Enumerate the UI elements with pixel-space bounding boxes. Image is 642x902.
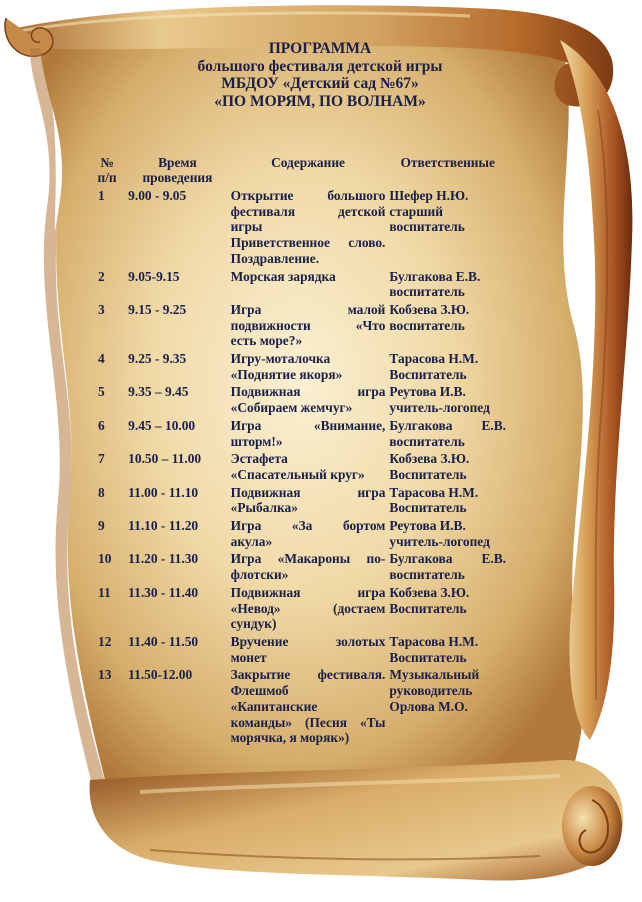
title-line-theme: «ПО МОРЯМ, ПО ВОЛНАМ» [214,92,426,110]
row-responsible-line: Кобзева З.Ю. [389,584,470,600]
row-time: 9.25 - 9.35 [128,351,187,367]
row-responsible-line: Реутова И.В. [389,384,466,400]
row-responsible-line: воспитатель [389,284,465,300]
row-content [229,666,388,747]
row-content-line: морячка, я моряк») [230,730,350,746]
row-content-line: Игра «Макароны по- [230,551,386,567]
row-content-line: сундук) [230,616,277,632]
program-table [88,156,508,747]
row-responsible-line: Воспитатель [389,366,467,382]
row-number: 10 [98,551,112,567]
row-content-line: Игра малой [230,301,386,317]
row-responsible-line: Воспитатель [389,466,467,482]
title-line-festival: большого фестиваля детской игры [197,57,443,75]
row-content-line: Вручение золотых [230,633,386,649]
row-content-line: Игру-моталочка [230,351,331,367]
row-content-line: монет [230,649,267,665]
row-responsible-line: Воспитатель [389,649,467,665]
row-content [229,187,388,268]
row-responsible-line: Тарасова Н.М. [389,351,479,367]
row-content-line: Закрытие фестиваля. [230,667,386,683]
row-number: 9 [98,518,105,534]
row-content-line: Поздравление. [230,250,320,266]
row-number: 6 [98,417,105,433]
row-content-line: Флешмоб [230,683,289,699]
row-responsible [387,301,508,350]
header-number [88,156,126,187]
row-responsible [387,584,508,633]
row-responsible-line: Реутова И.В. [389,518,466,534]
row-content-line: «Поднятие якоря» [230,366,343,382]
row-responsible-line: воспитатель [389,433,465,449]
table-row [88,633,508,666]
row-content-line: «Капитанские [230,698,318,714]
row-responsible-line: воспитатель [389,317,465,333]
row-content-line: фестиваля детской [230,203,386,219]
row-responsible-line: Воспитатель [389,500,467,516]
row-number: 11 [98,584,111,600]
row-responsible [387,666,508,747]
row-time: 9.00 - 9.05 [128,188,187,203]
row-number: 4 [98,351,105,367]
row-responsible-line: Музыкальный [389,667,480,683]
row-responsible-line: учитель-логопед [389,400,490,416]
row-content-line: Подвижная игра [230,584,386,600]
row-responsible-line: Воспитатель [389,600,467,616]
row-content-line: Эстафета [230,451,288,467]
row-responsible [387,417,508,450]
row-responsible-line: Булгакова Е.В. [389,417,506,433]
table-row [88,666,508,747]
header-number-line2: п/п [97,169,117,185]
row-time: 9.15 - 9.25 [128,301,187,317]
row-responsible [387,517,508,550]
table-row [88,350,508,383]
title-line-program: ПРОГРАММА [268,40,372,57]
row-content-line: подвижности «Что [230,317,386,333]
row-responsible-line: воспитатель [389,219,465,235]
row-responsible-line: учитель-логопед [389,533,490,549]
row-number: 12 [98,633,112,649]
row-content-line: Игра «Внимание, [230,417,386,433]
row-time: 11.40 - 11.50 [128,633,199,649]
row-responsible-line: старший [389,203,443,219]
row-number: 8 [98,484,105,500]
table-header-row [88,156,508,187]
row-time: 11.00 - 11.10 [128,484,199,500]
row-responsible [387,383,508,416]
row-content-line: акула» [230,533,273,549]
row-content [229,517,388,550]
row-time: 9.05-9.15 [128,268,180,284]
row-content [229,450,388,483]
row-time: 9.45 – 10.00 [128,417,196,433]
row-time: 11.10 - 11.20 [128,518,199,534]
table-row [88,187,508,268]
table-row [88,450,508,483]
row-responsible-line: руководитель [389,683,473,699]
row-responsible-line: Тарасова Н.М. [389,484,479,500]
table-row [88,550,508,583]
row-content-line: шторм!» [230,433,283,449]
row-content-line: флотски» [230,567,289,583]
row-responsible [387,187,508,268]
row-content-line: Подвижная игра [230,484,386,500]
row-content [229,550,388,583]
row-content-line: Подвижная игра [230,384,386,400]
row-content-line: команды» (Песня «Ты [230,714,386,730]
row-time: 11.50-12.00 [128,667,193,683]
row-responsible [387,633,508,666]
row-responsible [387,350,508,383]
program-title [150,40,490,110]
row-content [229,584,388,633]
row-responsible-line: Тарасова Н.М. [389,633,479,649]
row-time: 10.50 – 11.00 [128,451,202,467]
table-row [88,383,508,416]
row-responsible-line: Булгакова Е.В. [389,268,481,284]
row-content-line: Игра «За бортом [230,518,386,534]
table-row [88,417,508,450]
table-row [88,484,508,517]
row-content [229,350,388,383]
row-number: 5 [98,384,105,400]
row-responsible-line: Кобзева З.Ю. [389,451,470,467]
row-content [229,633,388,666]
row-time: 11.20 - 11.30 [128,551,199,567]
row-content-line: «Спасательный круг» [230,466,365,482]
row-content [229,484,388,517]
table-row [88,268,508,301]
header-time-line2: проведения [142,169,213,185]
row-content [229,383,388,416]
header-number-line1: № [100,155,114,170]
row-responsible-line: Булгакова Е.В. [389,551,506,567]
row-responsible [387,450,508,483]
table-body [88,187,508,747]
header-responsible: Ответственные [400,155,495,170]
row-responsible [387,484,508,517]
header-content: Содержание [271,155,345,170]
row-responsible-line: воспитатель [389,567,465,583]
row-number: 13 [98,667,112,683]
row-number: 3 [98,301,105,317]
table-row [88,301,508,350]
row-content-line: есть море?» [230,333,303,349]
row-number: 2 [98,268,105,284]
row-number: 7 [98,451,105,467]
row-responsible-line: Кобзева З.Ю. [389,301,470,317]
header-time [126,156,228,187]
row-time: 9.35 – 9.45 [128,384,189,400]
row-responsible-line: Шефер Н.Ю. [389,188,469,203]
row-content-line: Приветственное слово. [230,235,386,251]
row-content-line: «Собираем жемчуг» [230,400,353,416]
table-row [88,517,508,550]
row-content-line: «Невод» (достаем [230,600,386,616]
row-content [229,301,388,350]
row-content-line: Морская зарядка [230,268,336,284]
row-content [229,417,388,450]
row-responsible [387,268,508,301]
row-content-line: игры [230,219,263,235]
row-content [229,268,388,301]
row-time: 11.30 - 11.40 [128,584,199,600]
title-line-kindergarten: МБДОУ «Детский сад №67» [221,75,419,92]
row-content-line: «Рыбалка» [230,500,298,516]
row-responsible-line: Орлова М.О. [389,698,468,714]
header-time-line1: Время [158,155,197,170]
table-row [88,584,508,633]
row-responsible [387,550,508,583]
row-number: 1 [98,188,105,203]
row-content-line: Открытие большого [230,188,386,203]
